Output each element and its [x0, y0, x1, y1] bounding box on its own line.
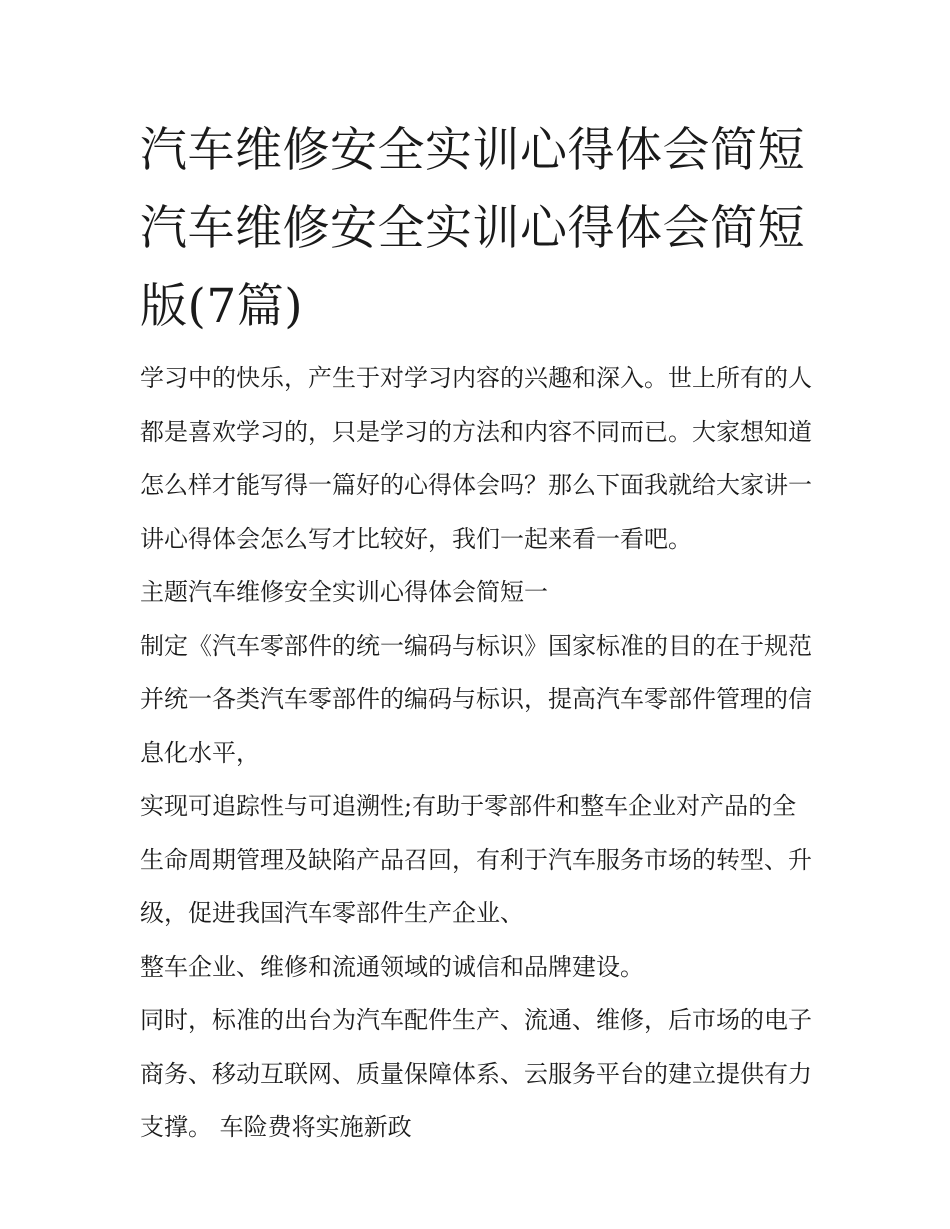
document-body — [140, 112, 815, 1155]
paragraph-standard-purpose: 制定《汽车零部件的统一编码与标识》国家标准的目的在于规范并统一各类汽车零部件的编码与标识，提高汽车零部件管理的信息化水平， — [140, 631, 812, 767]
document-title: 汽车维修安全实训心得体会简短 汽车维修安全实训心得体会简短版(7篇) — [140, 123, 805, 334]
paragraph-integrity: 整车企业、维修和流通领域的诚信和品牌建设。 — [140, 952, 644, 981]
paragraph-support: 同时，标准的出台为汽车配件生产、流通、维修，后市场的电子商务、移动互联网、质量保障体系、云服务平台的建立提供有力支撑。 车险费将实施新政 — [140, 1006, 812, 1141]
paragraph-traceability: 实现可追踪性与可追溯性;有助于零部件和整车企业对产品的全生命周期管理及缺陷产品召回，有利于汽车服务市场的转型、升级，促进我国汽车零部件生产企业、 — [140, 792, 812, 927]
paragraph-topic-heading: 主题汽车维修安全实训心得体会简短一 — [140, 578, 548, 606]
paragraph-intro: 学习中的快乐，产生于对学习内容的兴趣和深入。世上所有的人都是喜欢学习的，只是学习的方法和内容不同而已。大家想知道怎么样才能写得一篇好的心得体会吗？那么下面我就给大家讲一讲心得体会怎么写才比较好，我们一起来看一看吧。 — [140, 364, 812, 553]
